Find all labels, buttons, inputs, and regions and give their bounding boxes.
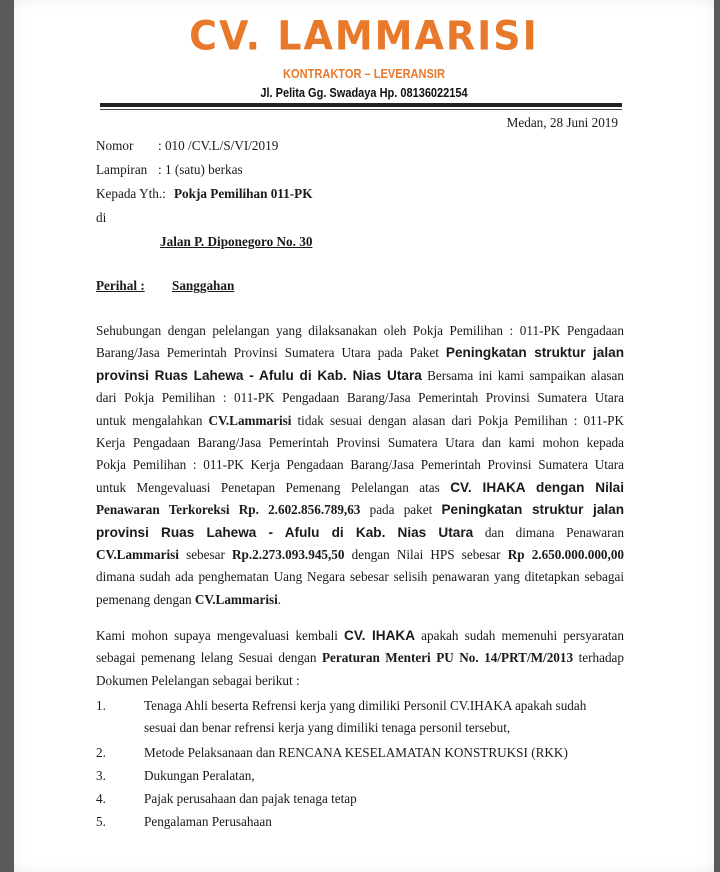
list-item-text: sesuai dan benar refrensi kerja yang dimiliki tenaga personil tersebut, (144, 720, 511, 735)
list-item-text: Metode Pelaksanaan dan RENCANA KESELAMATAN KONSTRUKSI (RKK) (144, 745, 568, 760)
list-item-text: Tenaga Ahli beserta Refrensi kerja yang dimiliki Personil CV.IHAKA apakah sudah (144, 698, 587, 713)
body-text: Pokja Pemilihan : 011-PK Kerja Pengadaan Barang/Jasa Pemerintah Provinsi Sumatera Utara (96, 457, 624, 473)
emphasis-text: CV. IHAKA dengan Nilai (450, 479, 625, 495)
emphasis-text: Penawaran Terkoreksi Rp. 2.602.856.789,63 (96, 502, 361, 518)
paragraph-line (96, 342, 624, 364)
recipient-address: Jalan P. Diponegoro No. 30 (160, 234, 313, 249)
emphasis-text: Rp.2.273.093.945,50 (232, 546, 345, 562)
perihal-label: Perihal : (96, 278, 145, 293)
place-date: Medan, 28 Juni 2019 (506, 115, 618, 130)
emphasis-text: CV. IHAKA (344, 628, 416, 643)
nomor-value: : 010 /CV.L/S/VI/2019 (158, 138, 279, 153)
body-text: Sehubungan dengan pelelangan yang dilaksanakan oleh Pokja Pemilihan : 011-PK Pengadaan (96, 323, 624, 338)
paragraph-line (96, 589, 624, 611)
emphasis-text: Rp 2.650.000.000,00 (507, 546, 625, 562)
list-number: 3. (96, 768, 106, 783)
company-tagline: KONTRAKTOR – LEVERANSIR (283, 66, 445, 81)
paragraph-line (96, 647, 624, 669)
body-text: . (277, 591, 282, 607)
paragraph-2 (96, 625, 624, 692)
paragraph-line (96, 477, 624, 499)
emphasis-text: CV.Lammarisi (96, 546, 179, 562)
letter-page (14, 0, 714, 872)
recipient-name: Pokja Pemilihan 011-PK (174, 186, 313, 201)
emphasis-text: provinsi Ruas Lahewa - Afulu di Kab. Nias Utara (96, 367, 422, 383)
paragraph-line (96, 410, 624, 432)
list-item-text: Pajak perusahaan dan pajak tenaga tetap (144, 791, 357, 806)
paragraph-line (96, 454, 624, 476)
body-text: tidak sesuai dengan alasan dari Pokja Pemilihan : 011-PK (291, 412, 625, 428)
paragraph-line (96, 566, 624, 588)
paragraph-line (96, 320, 624, 342)
perihal-value: Sanggahan (172, 278, 235, 293)
paragraph-line (96, 432, 624, 454)
company-address: Jl. Pelita Gg. Swadaya Hp. 08136022154 (260, 86, 468, 100)
body-text: terhadap (573, 650, 624, 666)
body-text: pada paket (360, 502, 442, 518)
letterhead-rule (100, 103, 622, 107)
body-text: dan dimana Penawaran (473, 524, 624, 540)
paragraph-line (96, 670, 624, 692)
paragraph-line (96, 522, 624, 544)
paragraph-line (96, 544, 624, 566)
list-number: 1. (96, 698, 106, 713)
body-text: Kerja Pengadaan Barang/Jasa Pemerintah Provinsi Sumatera Utara dan kami mohon kepada (96, 434, 624, 450)
kepada-label: Kepada Yth.: (96, 186, 166, 201)
emphasis-text: CV.Lammarisi (194, 591, 278, 607)
body-text: Kami mohon supaya mengevaluasi kembali (96, 628, 345, 643)
emphasis-text: provinsi Ruas Lahewa - Afulu di Kab. Nias Utara (96, 524, 474, 540)
body-text: untuk mengalahkan (96, 412, 209, 428)
body-text: dimana sudah ada penghematan Uang Negara sebesar selisih penawaran yang ditetapkan sebagai (96, 569, 624, 585)
list-item-text: Pengalaman Perusahaan (144, 814, 272, 829)
paragraph-line (96, 387, 624, 409)
letterhead-rule-thin (100, 109, 622, 110)
lampiran-value: : 1 (satu) berkas (158, 162, 243, 177)
nomor-label: Nomor (96, 138, 134, 153)
body-text: Bersama ini kami sampaikan alasan (421, 367, 624, 383)
body-text: Barang/Jasa Pemerintah Provinsi Sumatera Utara pada Paket (96, 345, 446, 361)
body-text: Dokumen Pelelangan sebagai berikut : (96, 672, 300, 688)
body-text: sebesar (178, 546, 233, 562)
body-text: sebagai pemenang lelang Sesuai dengan (96, 650, 322, 666)
paragraph-line (96, 365, 624, 387)
body-text: dengan Nilai HPS sebesar (344, 546, 508, 562)
emphasis-text: Peningkatan struktur jalan (441, 502, 625, 518)
emphasis-text: CV.Lammarisi (208, 412, 292, 428)
body-text: untuk Mengevaluasi Penetapan Pemenang Pelelangan atas (96, 479, 451, 495)
paragraph-line (96, 625, 624, 647)
body-text: pemenang dengan (96, 591, 195, 607)
body-text: apakah sudah memenuhi persyaratan (415, 628, 624, 643)
list-number: 2. (96, 745, 106, 760)
list-number: 4. (96, 791, 106, 806)
emphasis-text: Peraturan Menteri PU No. 14/PRT/M/2013 (321, 650, 574, 666)
company-name: CV. LAMMARISI (189, 12, 539, 60)
di-label: di (96, 210, 107, 225)
list-item-text: Dukungan Peralatan, (144, 768, 255, 783)
lampiran-label: Lampiran (96, 162, 148, 177)
paragraph-1 (96, 320, 624, 611)
body-text: dari Pokja Pemilihan : 011-PK Pengadaan Barang/Jasa Pemerintah Provinsi Sumatera Utara (96, 390, 624, 406)
paragraph-line (96, 499, 624, 521)
emphasis-text: Peningkatan struktur jalan (445, 345, 624, 361)
list-number: 5. (96, 814, 106, 829)
